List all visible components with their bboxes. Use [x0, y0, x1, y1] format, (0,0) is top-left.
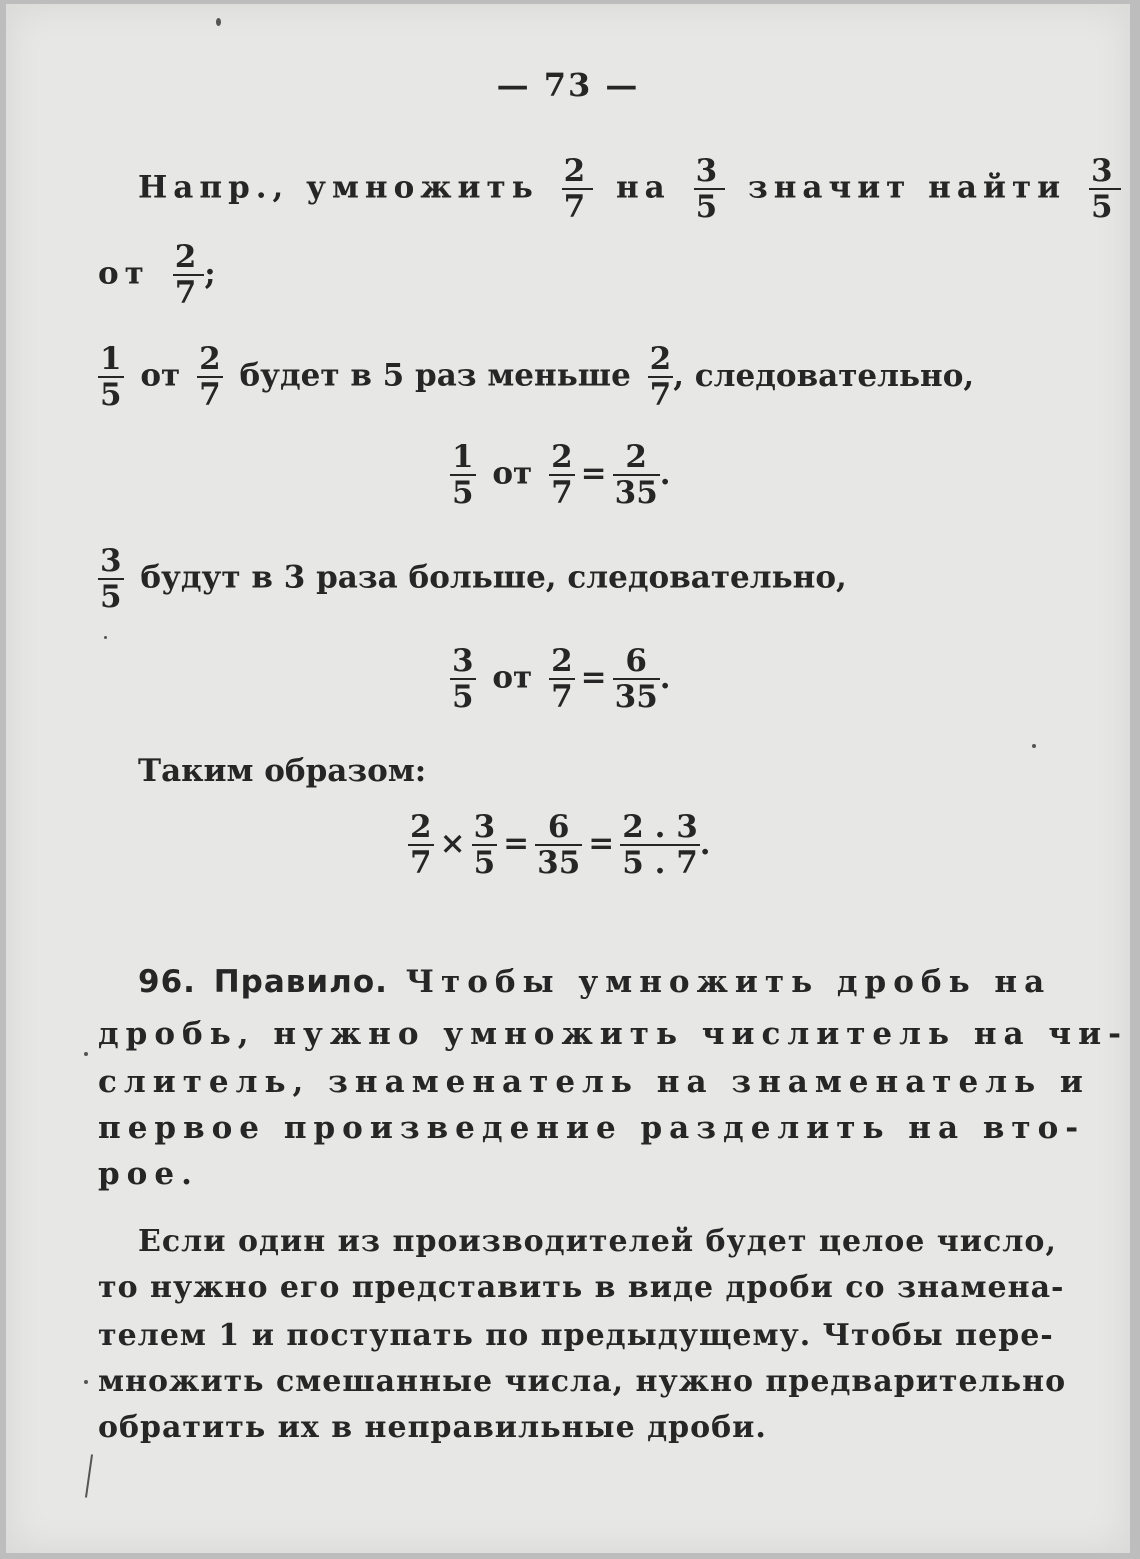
fraction: $\frac{1}{5}$: [100, 341, 122, 414]
times-sign: ×: [439, 825, 466, 862]
rule-line-3: слитель, знаменатель на знаменатель и: [98, 1064, 1090, 1100]
para-line-5: обратить их в неправильные дроби.: [98, 1410, 767, 1445]
equation-1: [444, 440, 671, 510]
word-ot: от: [492, 659, 533, 696]
scan-speck: [85, 1454, 93, 1498]
para-line-4: множить смешанные числа, нужно предварительно: [98, 1364, 1067, 1399]
period: .: [659, 659, 671, 696]
fraction: $\frac{2}{7}$: [199, 341, 221, 414]
fraction: $\frac{6}{35}$: [614, 643, 658, 716]
fraction: $\frac{3}{5}$: [100, 543, 122, 616]
fraction: $\frac{1}{5}$: [452, 439, 474, 512]
equation-2: [444, 644, 671, 714]
rule-line-4: первое произведение разделить на вто-: [98, 1110, 1086, 1146]
word-na: на: [615, 169, 671, 206]
example-lead: Напр., умножить: [138, 169, 539, 206]
equals-sign: =: [503, 825, 530, 862]
scan-speck: [104, 636, 107, 639]
equals-sign: =: [588, 825, 615, 862]
para-line-3: телем 1 и поступать по предыдущему. Чтобы пере-: [98, 1318, 1054, 1353]
thus-line: Таким образом:: [138, 753, 427, 789]
fraction: $\frac{3}{5}$: [473, 809, 496, 882]
rule-line-1: [138, 964, 1051, 1000]
fraction: $\frac{3}{5}$: [1090, 153, 1119, 226]
fraction: $\frac{6}{35}$: [537, 809, 581, 882]
equals-sign: =: [580, 659, 607, 696]
equals-sign: =: [580, 455, 607, 492]
step2-text: будут в 3 раза больше, следовательно,: [140, 559, 847, 596]
fraction: $\frac{2}{7}$: [410, 809, 432, 882]
scan-speck: [216, 18, 221, 26]
fraction: $\frac{2}{7}$: [551, 643, 573, 716]
book-page: [6, 4, 1130, 1553]
fraction: $\frac{3}{5}$: [695, 153, 724, 226]
word-ot: от: [492, 455, 533, 492]
scan-speck: [84, 1380, 88, 1384]
equation-3: [402, 810, 711, 880]
fraction: $\frac{2}{35}$: [614, 439, 658, 512]
rule-text: Чтобы умножить дробь на: [405, 964, 1052, 1000]
page-number: — 73 —: [496, 66, 640, 104]
rule-number: 96.: [138, 964, 196, 1000]
period: .: [699, 825, 711, 862]
rule-title: Правило.: [213, 964, 388, 1000]
rule-line-2: дробь, нужно умножить числитель на чи-: [98, 1016, 1128, 1052]
fraction: $\frac{3}{5}$: [452, 643, 474, 716]
step1-tail: , следовательно,: [673, 357, 975, 394]
semicolon: ;: [204, 255, 222, 292]
example-line-2: [98, 240, 222, 310]
fraction: $\frac{2}{7}$: [551, 439, 573, 512]
para-line-2: то нужно его представить в виде дроби со знамена-: [98, 1270, 1065, 1305]
step1-line: [92, 342, 974, 412]
fraction: $\frac{2 . 3}{5 . 7}$: [622, 809, 698, 882]
word-means: значит найти: [747, 169, 1067, 206]
scan-speck: [84, 1052, 88, 1056]
fraction: $\frac{2}{7}$: [563, 153, 592, 226]
step1-text: будет в 5 раз меньше: [239, 357, 631, 394]
example-line: [138, 154, 1127, 224]
rule-line-5: рое.: [98, 1156, 199, 1192]
step2-line: [92, 544, 847, 614]
period: .: [659, 455, 671, 492]
para-line-1: Если один из производителей будет целое число,: [138, 1224, 1057, 1259]
fraction: $\frac{2}{7}$: [174, 239, 203, 312]
word-ot: от: [98, 255, 150, 292]
fraction: $\frac{2}{7}$: [649, 341, 672, 414]
word-ot: от: [140, 357, 181, 394]
scan-speck: [1032, 744, 1036, 748]
